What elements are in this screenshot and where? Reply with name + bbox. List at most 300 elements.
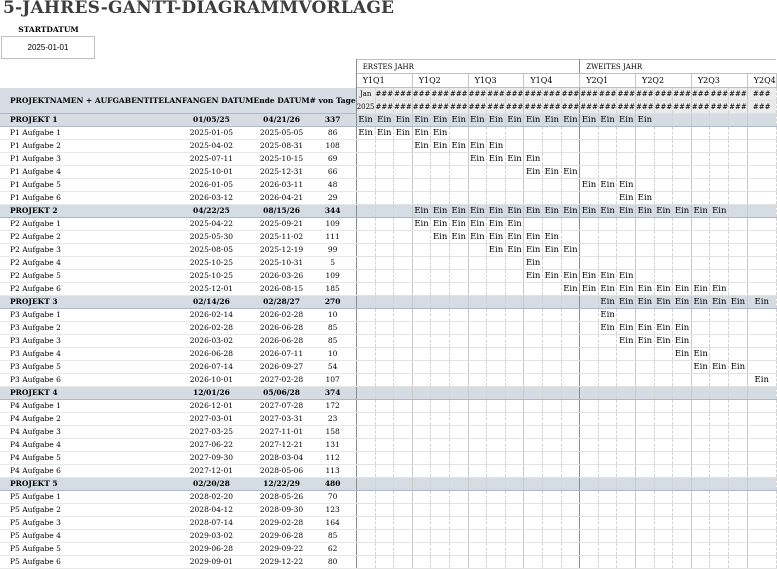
gantt-cell[interactable] [524,426,543,439]
gantt-cell[interactable] [394,270,413,283]
gantt-cell[interactable] [598,530,617,543]
gantt-cell[interactable] [431,270,450,283]
gantt-bar-cell[interactable]: Ein [561,114,580,127]
gantt-cell[interactable] [729,257,748,270]
gantt-cell[interactable] [375,426,394,439]
gantt-cell[interactable] [561,374,580,387]
cell-name[interactable]: P2 Aufgabe 2 [0,231,169,244]
cell-end[interactable]: 2026-07-11 [253,348,309,361]
gantt-cell[interactable] [468,309,487,322]
gantt-cell[interactable] [505,491,524,504]
gantt-cell[interactable] [375,296,394,309]
gantt-cell[interactable] [710,465,729,478]
gantt-cell[interactable] [375,179,394,192]
gantt-cell[interactable] [729,270,748,283]
gantt-cell[interactable] [394,387,413,400]
gantt-cell[interactable] [729,465,748,478]
gantt-cell[interactable] [449,530,468,543]
gantt-cell[interactable] [580,426,599,439]
gantt-cell[interactable] [394,205,413,218]
gantt-cell[interactable] [375,140,394,153]
gantt-bar-cell[interactable]: Ein [431,140,450,153]
cell-name[interactable]: P2 Aufgabe 5 [0,270,169,283]
gantt-cell[interactable] [747,140,776,153]
cell-end[interactable]: 08/15/26 [253,205,309,218]
gantt-cell[interactable] [543,140,562,153]
gantt-bar-cell[interactable]: Ein [412,127,431,140]
cell-end[interactable]: 04/21/26 [253,114,309,127]
gantt-cell[interactable] [561,153,580,166]
gantt-cell[interactable] [691,452,710,465]
cell-name[interactable]: P1 Aufgabe 5 [0,179,169,192]
gantt-cell[interactable] [356,205,375,218]
gantt-cell[interactable] [710,413,729,426]
gantt-cell[interactable] [412,153,431,166]
gantt-bar-cell[interactable]: Ein [691,296,710,309]
gantt-bar-cell[interactable]: Ein [673,322,692,335]
gantt-bar-cell[interactable]: Ein [617,179,636,192]
gantt-cell[interactable] [747,244,776,257]
gantt-cell[interactable] [654,452,673,465]
gantt-cell[interactable] [394,309,413,322]
gantt-cell[interactable] [394,348,413,361]
cell-name[interactable]: P4 Aufgabe 6 [0,465,169,478]
gantt-cell[interactable] [468,517,487,530]
gantt-bar-cell[interactable]: Ein [636,283,655,296]
gantt-cell[interactable] [673,400,692,413]
gantt-cell[interactable] [524,179,543,192]
gantt-cell[interactable] [654,556,673,569]
gantt-cell[interactable] [617,478,636,491]
cell-days[interactable]: 158 [310,426,357,439]
gantt-cell[interactable] [729,517,748,530]
cell-name[interactable]: P5 Aufgabe 4 [0,530,169,543]
gantt-bar-cell[interactable]: Ein [487,218,506,231]
gantt-cell[interactable] [505,348,524,361]
gantt-bar-cell[interactable]: Ein [673,283,692,296]
gantt-bar-cell[interactable]: Ein [617,270,636,283]
gantt-bar-cell[interactable]: Ein [561,166,580,179]
gantt-cell[interactable] [468,257,487,270]
gantt-cell[interactable] [580,361,599,374]
gantt-cell[interactable] [673,231,692,244]
gantt-cell[interactable] [487,452,506,465]
gantt-cell[interactable] [580,244,599,257]
gantt-bar-cell[interactable]: Ein [543,114,562,127]
gantt-cell[interactable] [710,114,729,127]
gantt-cell[interactable] [617,140,636,153]
gantt-cell[interactable] [431,426,450,439]
gantt-cell[interactable] [356,491,375,504]
gantt-cell[interactable] [468,322,487,335]
gantt-cell[interactable] [747,543,776,556]
gantt-cell[interactable] [375,309,394,322]
gantt-cell[interactable] [394,179,413,192]
gantt-cell[interactable] [375,400,394,413]
gantt-cell[interactable] [356,387,375,400]
gantt-cell[interactable] [747,309,776,322]
gantt-cell[interactable] [431,413,450,426]
gantt-cell[interactable] [468,283,487,296]
gantt-cell[interactable] [524,478,543,491]
gantt-cell[interactable] [617,465,636,478]
gantt-cell[interactable] [505,374,524,387]
gantt-cell[interactable] [543,179,562,192]
gantt-bar-cell[interactable]: Ein [468,153,487,166]
gantt-cell[interactable] [561,517,580,530]
gantt-cell[interactable] [710,218,729,231]
gantt-cell[interactable] [710,192,729,205]
gantt-cell[interactable] [524,491,543,504]
gantt-cell[interactable] [691,140,710,153]
gantt-cell[interactable] [580,491,599,504]
cell-end[interactable]: 2025-08-31 [253,140,309,153]
gantt-cell[interactable] [654,439,673,452]
gantt-cell[interactable] [487,127,506,140]
gantt-cell[interactable] [580,192,599,205]
gantt-cell[interactable] [654,309,673,322]
gantt-cell[interactable] [561,335,580,348]
gantt-cell[interactable] [654,114,673,127]
gantt-bar-cell[interactable]: Ein [431,205,450,218]
gantt-cell[interactable] [636,452,655,465]
gantt-cell[interactable] [375,322,394,335]
cell-days[interactable]: 85 [310,335,357,348]
gantt-cell[interactable] [691,270,710,283]
cell-name[interactable]: P1 Aufgabe 6 [0,192,169,205]
gantt-bar-cell[interactable]: Ein [468,231,487,244]
gantt-cell[interactable] [356,257,375,270]
gantt-cell[interactable] [673,361,692,374]
gantt-cell[interactable] [356,322,375,335]
gantt-cell[interactable] [710,322,729,335]
gantt-cell[interactable] [524,335,543,348]
gantt-cell[interactable] [747,426,776,439]
gantt-cell[interactable] [729,309,748,322]
gantt-cell[interactable] [543,348,562,361]
gantt-cell[interactable] [505,283,524,296]
gantt-cell[interactable] [710,517,729,530]
gantt-cell[interactable] [449,361,468,374]
gantt-cell[interactable] [449,244,468,257]
cell-days[interactable]: 80 [310,556,357,569]
gantt-cell[interactable] [654,504,673,517]
gantt-cell[interactable] [598,153,617,166]
gantt-cell[interactable] [561,400,580,413]
gantt-cell[interactable] [468,452,487,465]
cell-start[interactable]: 2026-02-28 [169,322,253,335]
gantt-cell[interactable] [543,296,562,309]
gantt-bar-cell[interactable]: Ein [617,205,636,218]
gantt-cell[interactable] [449,179,468,192]
gantt-cell[interactable] [431,244,450,257]
gantt-cell[interactable] [673,257,692,270]
gantt-bar-cell[interactable]: Ein [636,322,655,335]
gantt-bar-cell[interactable]: Ein [543,270,562,283]
gantt-cell[interactable] [598,257,617,270]
gantt-cell[interactable] [505,361,524,374]
gantt-cell[interactable] [673,413,692,426]
cell-start[interactable]: 01/05/25 [169,114,253,127]
gantt-cell[interactable] [729,205,748,218]
gantt-cell[interactable] [394,426,413,439]
gantt-cell[interactable] [449,257,468,270]
gantt-cell[interactable] [598,387,617,400]
gantt-cell[interactable] [394,543,413,556]
gantt-cell[interactable] [543,374,562,387]
cell-start[interactable]: 2025-08-05 [169,244,253,257]
gantt-cell[interactable] [710,426,729,439]
cell-name[interactable]: P4 Aufgabe 2 [0,413,169,426]
gantt-cell[interactable] [394,283,413,296]
gantt-cell[interactable] [356,543,375,556]
gantt-cell[interactable] [356,244,375,257]
gantt-cell[interactable] [375,257,394,270]
gantt-bar-cell[interactable]: Ein [561,244,580,257]
gantt-cell[interactable] [636,387,655,400]
gantt-cell[interactable] [487,192,506,205]
gantt-cell[interactable] [375,231,394,244]
gantt-cell[interactable] [691,244,710,257]
gantt-cell[interactable] [747,387,776,400]
gantt-cell[interactable] [487,530,506,543]
gantt-bar-cell[interactable]: Ein [449,140,468,153]
gantt-cell[interactable] [729,426,748,439]
gantt-cell[interactable] [654,192,673,205]
gantt-bar-cell[interactable]: Ein [487,153,506,166]
gantt-cell[interactable] [580,556,599,569]
gantt-cell[interactable] [543,309,562,322]
gantt-cell[interactable] [580,530,599,543]
gantt-bar-cell[interactable]: Ein [543,166,562,179]
cell-name[interactable]: P4 Aufgabe 1 [0,400,169,413]
cell-end[interactable]: 2026-03-26 [253,270,309,283]
gantt-cell[interactable] [487,166,506,179]
gantt-bar-cell[interactable]: Ein [449,231,468,244]
cell-end[interactable]: 2029-06-28 [253,530,309,543]
cell-start[interactable]: 2026-12-01 [169,400,253,413]
gantt-cell[interactable] [617,153,636,166]
gantt-cell[interactable] [543,465,562,478]
gantt-bar-cell[interactable]: Ein [412,205,431,218]
gantt-cell[interactable] [729,114,748,127]
cell-end[interactable]: 2028-05-26 [253,491,309,504]
cell-end[interactable]: 2026-09-27 [253,361,309,374]
cell-name[interactable]: P1 Aufgabe 4 [0,166,169,179]
gantt-cell[interactable] [394,361,413,374]
gantt-cell[interactable] [598,478,617,491]
gantt-cell[interactable] [412,504,431,517]
gantt-cell[interactable] [394,530,413,543]
gantt-cell[interactable] [710,543,729,556]
cell-start[interactable]: 2026-06-28 [169,348,253,361]
gantt-cell[interactable] [543,283,562,296]
gantt-cell[interactable] [710,400,729,413]
gantt-cell[interactable] [431,465,450,478]
gantt-cell[interactable] [487,465,506,478]
gantt-bar-cell[interactable]: Ein [449,218,468,231]
gantt-cell[interactable] [412,348,431,361]
gantt-cell[interactable] [580,166,599,179]
gantt-cell[interactable] [691,439,710,452]
cell-days[interactable]: 164 [310,517,357,530]
gantt-cell[interactable] [636,361,655,374]
cell-end[interactable]: 2025-05-05 [253,127,309,140]
gantt-bar-cell[interactable]: Ein [524,257,543,270]
gantt-bar-cell[interactable]: Ein [636,205,655,218]
gantt-bar-cell[interactable]: Ein [673,335,692,348]
gantt-cell[interactable] [505,270,524,283]
gantt-cell[interactable] [729,348,748,361]
cell-start[interactable]: 2025-10-25 [169,257,253,270]
gantt-bar-cell[interactable]: Ein [654,322,673,335]
gantt-bar-cell[interactable]: Ein [580,283,599,296]
gantt-bar-cell[interactable]: Ein [524,114,543,127]
gantt-cell[interactable] [710,257,729,270]
gantt-cell[interactable] [356,517,375,530]
gantt-cell[interactable] [561,413,580,426]
gantt-cell[interactable] [747,439,776,452]
gantt-cell[interactable] [747,335,776,348]
gantt-cell[interactable] [375,491,394,504]
cell-end[interactable]: 2026-06-28 [253,335,309,348]
gantt-cell[interactable] [468,465,487,478]
cell-days[interactable]: 10 [310,309,357,322]
gantt-cell[interactable] [431,439,450,452]
gantt-cell[interactable] [636,504,655,517]
gantt-cell[interactable] [673,309,692,322]
gantt-bar-cell[interactable]: Ein [487,244,506,257]
cell-days[interactable]: 131 [310,439,357,452]
cell-start[interactable]: 2028-02-20 [169,491,253,504]
cell-name[interactable]: P3 Aufgabe 2 [0,322,169,335]
gantt-cell[interactable] [431,296,450,309]
gantt-bar-cell[interactable]: Ein [617,114,636,127]
gantt-cell[interactable] [449,517,468,530]
gantt-cell[interactable] [431,517,450,530]
gantt-cell[interactable] [710,452,729,465]
gantt-cell[interactable] [636,517,655,530]
gantt-cell[interactable] [505,322,524,335]
gantt-cell[interactable] [524,361,543,374]
cell-start[interactable]: 2026-03-02 [169,335,253,348]
gantt-bar-cell[interactable]: Ein [617,192,636,205]
gantt-cell[interactable] [710,335,729,348]
gantt-cell[interactable] [580,374,599,387]
cell-days[interactable]: 374 [310,387,357,400]
cell-end[interactable]: 2028-09-30 [253,504,309,517]
gantt-cell[interactable] [561,257,580,270]
gantt-cell[interactable] [580,231,599,244]
gantt-cell[interactable] [487,322,506,335]
gantt-cell[interactable] [729,335,748,348]
gantt-cell[interactable] [431,400,450,413]
cell-days[interactable]: 85 [310,322,357,335]
gantt-cell[interactable] [487,478,506,491]
gantt-bar-cell[interactable]: Ein [747,374,776,387]
gantt-cell[interactable] [524,218,543,231]
gantt-cell[interactable] [561,504,580,517]
cell-end[interactable]: 02/28/27 [253,296,309,309]
gantt-cell[interactable] [375,166,394,179]
cell-name[interactable]: P1 Aufgabe 1 [0,127,169,140]
gantt-cell[interactable] [673,114,692,127]
gantt-bar-cell[interactable]: Ein [710,361,729,374]
gantt-cell[interactable] [598,439,617,452]
gantt-cell[interactable] [691,413,710,426]
gantt-cell[interactable] [673,270,692,283]
gantt-bar-cell[interactable]: Ein [673,296,692,309]
gantt-cell[interactable] [356,153,375,166]
gantt-bar-cell[interactable]: Ein [691,361,710,374]
gantt-bar-cell[interactable]: Ein [691,205,710,218]
gantt-cell[interactable] [394,439,413,452]
gantt-cell[interactable] [598,452,617,465]
gantt-cell[interactable] [673,153,692,166]
gantt-cell[interactable] [747,465,776,478]
gantt-cell[interactable] [543,322,562,335]
gantt-cell[interactable] [356,179,375,192]
gantt-cell[interactable] [394,504,413,517]
gantt-bar-cell[interactable]: Ein [710,296,729,309]
gantt-cell[interactable] [375,543,394,556]
cell-end[interactable]: 2025-09-21 [253,218,309,231]
gantt-cell[interactable] [356,504,375,517]
gantt-cell[interactable] [543,452,562,465]
cell-days[interactable]: 109 [310,218,357,231]
gantt-cell[interactable] [412,413,431,426]
gantt-cell[interactable] [673,244,692,257]
gantt-cell[interactable] [487,309,506,322]
gantt-cell[interactable] [747,283,776,296]
gantt-cell[interactable] [580,400,599,413]
gantt-cell[interactable] [412,192,431,205]
gantt-bar-cell[interactable]: Ein [543,244,562,257]
gantt-cell[interactable] [673,140,692,153]
gantt-cell[interactable] [654,400,673,413]
gantt-cell[interactable] [561,530,580,543]
gantt-cell[interactable] [747,504,776,517]
gantt-cell[interactable] [636,491,655,504]
gantt-bar-cell[interactable]: Ein [654,296,673,309]
gantt-bar-cell[interactable]: Ein [617,322,636,335]
gantt-cell[interactable] [487,179,506,192]
gantt-cell[interactable] [654,140,673,153]
gantt-cell[interactable] [449,543,468,556]
gantt-cell[interactable] [468,439,487,452]
gantt-cell[interactable] [375,270,394,283]
gantt-cell[interactable] [598,413,617,426]
gantt-cell[interactable] [356,140,375,153]
gantt-bar-cell[interactable]: Ein [636,296,655,309]
gantt-cell[interactable] [561,439,580,452]
gantt-cell[interactable] [561,556,580,569]
cell-days[interactable]: 112 [310,452,357,465]
cell-end[interactable]: 2026-02-28 [253,309,309,322]
gantt-cell[interactable] [561,465,580,478]
gantt-cell[interactable] [505,543,524,556]
gantt-cell[interactable] [636,426,655,439]
gantt-bar-cell[interactable]: Ein [468,114,487,127]
gantt-cell[interactable] [505,400,524,413]
gantt-cell[interactable] [617,556,636,569]
cell-name[interactable]: P3 Aufgabe 5 [0,361,169,374]
cell-days[interactable]: 111 [310,231,357,244]
gantt-cell[interactable] [598,244,617,257]
gantt-cell[interactable] [691,153,710,166]
gantt-cell[interactable] [636,530,655,543]
gantt-cell[interactable] [691,127,710,140]
